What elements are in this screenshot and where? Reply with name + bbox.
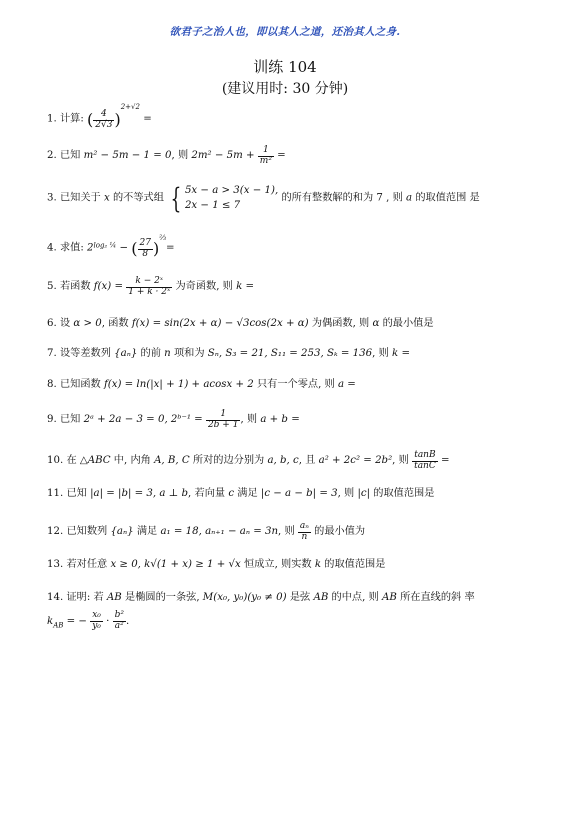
q7-math-b: Sₙ, S₃ = 21, S₁₁ = 253, Sₖ = 136	[207, 348, 373, 359]
q10-text-c: 所对的边分别为	[189, 455, 268, 467]
q11-text: 11. 已知	[47, 488, 91, 499]
q14-text: 14. 证明: 若	[47, 592, 107, 603]
question-8	[47, 379, 540, 392]
q14-math-c: AB	[313, 592, 329, 603]
q14-slope-subscript: AB	[53, 621, 64, 630]
q9-math-a: 2ᵃ + 2a − 3 = 0, 2ᵇ⁻¹ =	[83, 414, 206, 426]
question-9	[47, 410, 540, 431]
q1-fraction: $\frac{4}{2√3}$	[95, 108, 113, 130]
q3-system: 5x − a > 3(x − 1), 2x − 1 ≤ 7	[184, 185, 279, 211]
q3-var: x	[103, 192, 110, 204]
page-subtitle: (建议用时: 30 分钟)	[221, 81, 349, 97]
q2-fraction: $\frac{1}{\text{m²}}$	[259, 145, 272, 166]
q4-minus: −	[116, 242, 132, 254]
q14-math-d: AB	[382, 592, 397, 603]
q4-exp2: ⅔	[159, 234, 167, 242]
q1-suffix: =	[143, 113, 152, 125]
q6-text-b: , 函数	[101, 318, 132, 329]
q14-equals: = −	[63, 615, 91, 627]
q14-dot: ·	[102, 615, 113, 627]
question-11	[47, 488, 540, 501]
q3-prefix: 3. 已知关于	[47, 192, 104, 204]
q5-suffix: =	[242, 281, 255, 293]
q5-suffix-a: 为奇函数, 则	[172, 281, 237, 293]
q14-slope-symbol: k	[47, 615, 54, 627]
q10-text-e: , 则	[392, 455, 413, 467]
q7-text-b: 的前	[137, 348, 165, 359]
q14-end: .	[125, 615, 130, 627]
q10-text-b: 中, 内角	[110, 455, 155, 467]
q2-suffix: =	[273, 150, 286, 162]
q14-math-a: AB	[106, 592, 122, 603]
q7-suffix: =	[398, 348, 410, 359]
question-12	[47, 522, 540, 543]
q7-var: n	[164, 348, 171, 359]
question-13	[47, 559, 540, 572]
q3-suffix-a: 的所有整数解的和为 7 , 则	[278, 192, 406, 204]
q10-text: 10. 在	[47, 455, 80, 467]
q5-fx: f(x) =	[93, 281, 127, 293]
header-motto: 欲君子之治人也，即以其人之道，还治其人之身.	[169, 26, 401, 38]
q2-math-a: m² − 5m − 1 = 0	[83, 150, 172, 162]
q14-text-b: 是椭圆的一条弦,	[121, 592, 203, 603]
q13-text-c: 的取值范围是	[321, 559, 386, 570]
q3-var2: a	[406, 192, 413, 204]
q4-suffix: =	[166, 242, 175, 254]
q12-text-b: 满足	[133, 526, 161, 538]
q13-text: 13. 若对任意	[47, 559, 111, 570]
q11-math-c: |c|	[357, 488, 371, 499]
q8-suffix: =	[344, 379, 356, 390]
question-1: 1. 计算: ( $\frac{4}{2√3}$ )$^{2+√2}$ =	[47, 103, 152, 130]
q11-text-c: 满足	[234, 488, 261, 499]
q10-math-c: a, b, c	[267, 455, 299, 467]
q10-suffix: =	[437, 455, 450, 467]
q9-text: 9. 已知	[47, 414, 84, 426]
q12-text-d: 的最小值为	[310, 526, 366, 538]
q14-text-e: 所在直线的斜 率	[396, 592, 475, 603]
q9-suffix: =	[287, 414, 300, 426]
question-2	[47, 146, 540, 167]
page-title: 训练 104	[253, 58, 317, 76]
q12-text-c: , 则	[278, 526, 298, 538]
q5-var: k	[236, 281, 243, 293]
q2-text-a: 2. 已知	[47, 150, 84, 162]
q7-var2: k	[392, 348, 399, 359]
q10-math-a: △ABC	[79, 455, 111, 467]
q7-text-d: , 则	[372, 348, 393, 359]
question-6	[47, 318, 540, 331]
q6-text: 6. 设	[47, 318, 74, 329]
q3-mid: 的不等式组	[109, 192, 168, 204]
q11-text-b: , 若向量	[188, 488, 229, 499]
q7-math-a: {aₙ}	[114, 348, 138, 359]
q14-fraction-2: $\frac{\text{b²}}{\text{a²}}$	[114, 610, 124, 631]
q14-text-c: 是弦	[286, 592, 314, 603]
q13-var: k	[314, 559, 322, 570]
q3-brace: {	[170, 181, 182, 215]
question-14	[47, 592, 540, 605]
q2-math-b: 2m² − 5m +	[191, 150, 258, 162]
q5-fraction: $\frac{\text{k − 2ˣ}}{\text{1 + k · 2ˣ}}$	[128, 276, 171, 297]
q6-math-b: f(x) = sin(2x + α) − √3cos(2x + α)	[131, 318, 309, 329]
question-7	[47, 348, 540, 361]
q1-exponent: 2+√2	[120, 103, 140, 111]
q11-text-e: 的取值范围是	[370, 488, 435, 499]
q10-math-d: a² + 2c² = 2b²	[318, 455, 393, 467]
q13-text-b: 恒成立, 则实数	[240, 559, 315, 570]
q2-text-b: , 则	[171, 150, 192, 162]
q6-text-d: 的最小值是	[379, 318, 434, 329]
q4-base: 2	[87, 242, 94, 254]
q12-fraction: $\frac{\text{aₙ}}{n}$	[299, 521, 309, 542]
q10-math-b: A, B, C	[154, 455, 190, 467]
q4-exp: log₂ ¼	[93, 241, 117, 250]
q11-math-b: |c − a − b| = 3	[260, 488, 338, 499]
q3-suffix-b: 的取值范围 是	[412, 192, 480, 204]
q12-math-b: a₁ = 18, aₙ₊₁ − aₙ = 3n	[160, 526, 279, 538]
question-5	[47, 277, 540, 298]
q13-math-a: x ≥ 0, k√(1 + x) ≥ 1 + √x	[110, 559, 241, 570]
q10-text-d: , 且	[298, 455, 319, 467]
question-14-line-2	[47, 611, 129, 632]
q8-text-b: 只有一个零点, 则	[253, 379, 338, 390]
q9-fraction: $\frac{1}{2b + 1}$	[207, 409, 239, 430]
question-4: 4. 求值: $2^{log_2 \frac{1}{4}}$ − ( $\frac{27}{8}$ )$^{\frac{2}{3}}$=	[47, 234, 175, 259]
q5-prefix: 5. 若函数	[47, 281, 94, 293]
question-10	[47, 451, 540, 472]
q14-fraction-1: $\frac{\text{x₀}}{\text{y₀}}$	[92, 610, 101, 631]
question-3	[47, 181, 540, 215]
q7-text-c: 项和为	[170, 348, 208, 359]
q11-var: c	[228, 488, 235, 499]
q12-text: 12. 已知数列	[47, 526, 111, 538]
q7-text: 7. 设等差数列	[47, 348, 115, 359]
q11-math-a: |a| = |b| = 3, a ⊥ b	[90, 488, 189, 499]
q12-math-a: {aₙ}	[110, 526, 134, 538]
q1-prefix: 1. 计算:	[47, 113, 88, 125]
q14-math-b: M(x₀, y₀)(y₀ ≠ 0)	[202, 592, 287, 603]
q8-text: 8. 已知函数	[47, 379, 104, 390]
q6-math-a: α > 0	[73, 318, 102, 329]
q8-var: a	[337, 379, 345, 390]
q6-text-c: 为偶函数, 则	[308, 318, 373, 329]
q4-prefix: 4. 求值:	[47, 242, 88, 254]
q6-var: α	[372, 318, 380, 329]
q10-fraction: $\frac{\tan B}{\tan C}$	[414, 450, 436, 471]
q4-fraction: $\frac{27}{8}$	[139, 237, 151, 259]
q9-math-b: a + b	[260, 414, 288, 426]
q14-text-d: 的中点, 则	[328, 592, 383, 603]
q9-text-b: , 则	[240, 414, 261, 426]
q11-text-d: , 则	[337, 488, 358, 499]
q8-math-a: f(x) = ln(|x| + 1) + acosx + 2	[103, 379, 254, 390]
